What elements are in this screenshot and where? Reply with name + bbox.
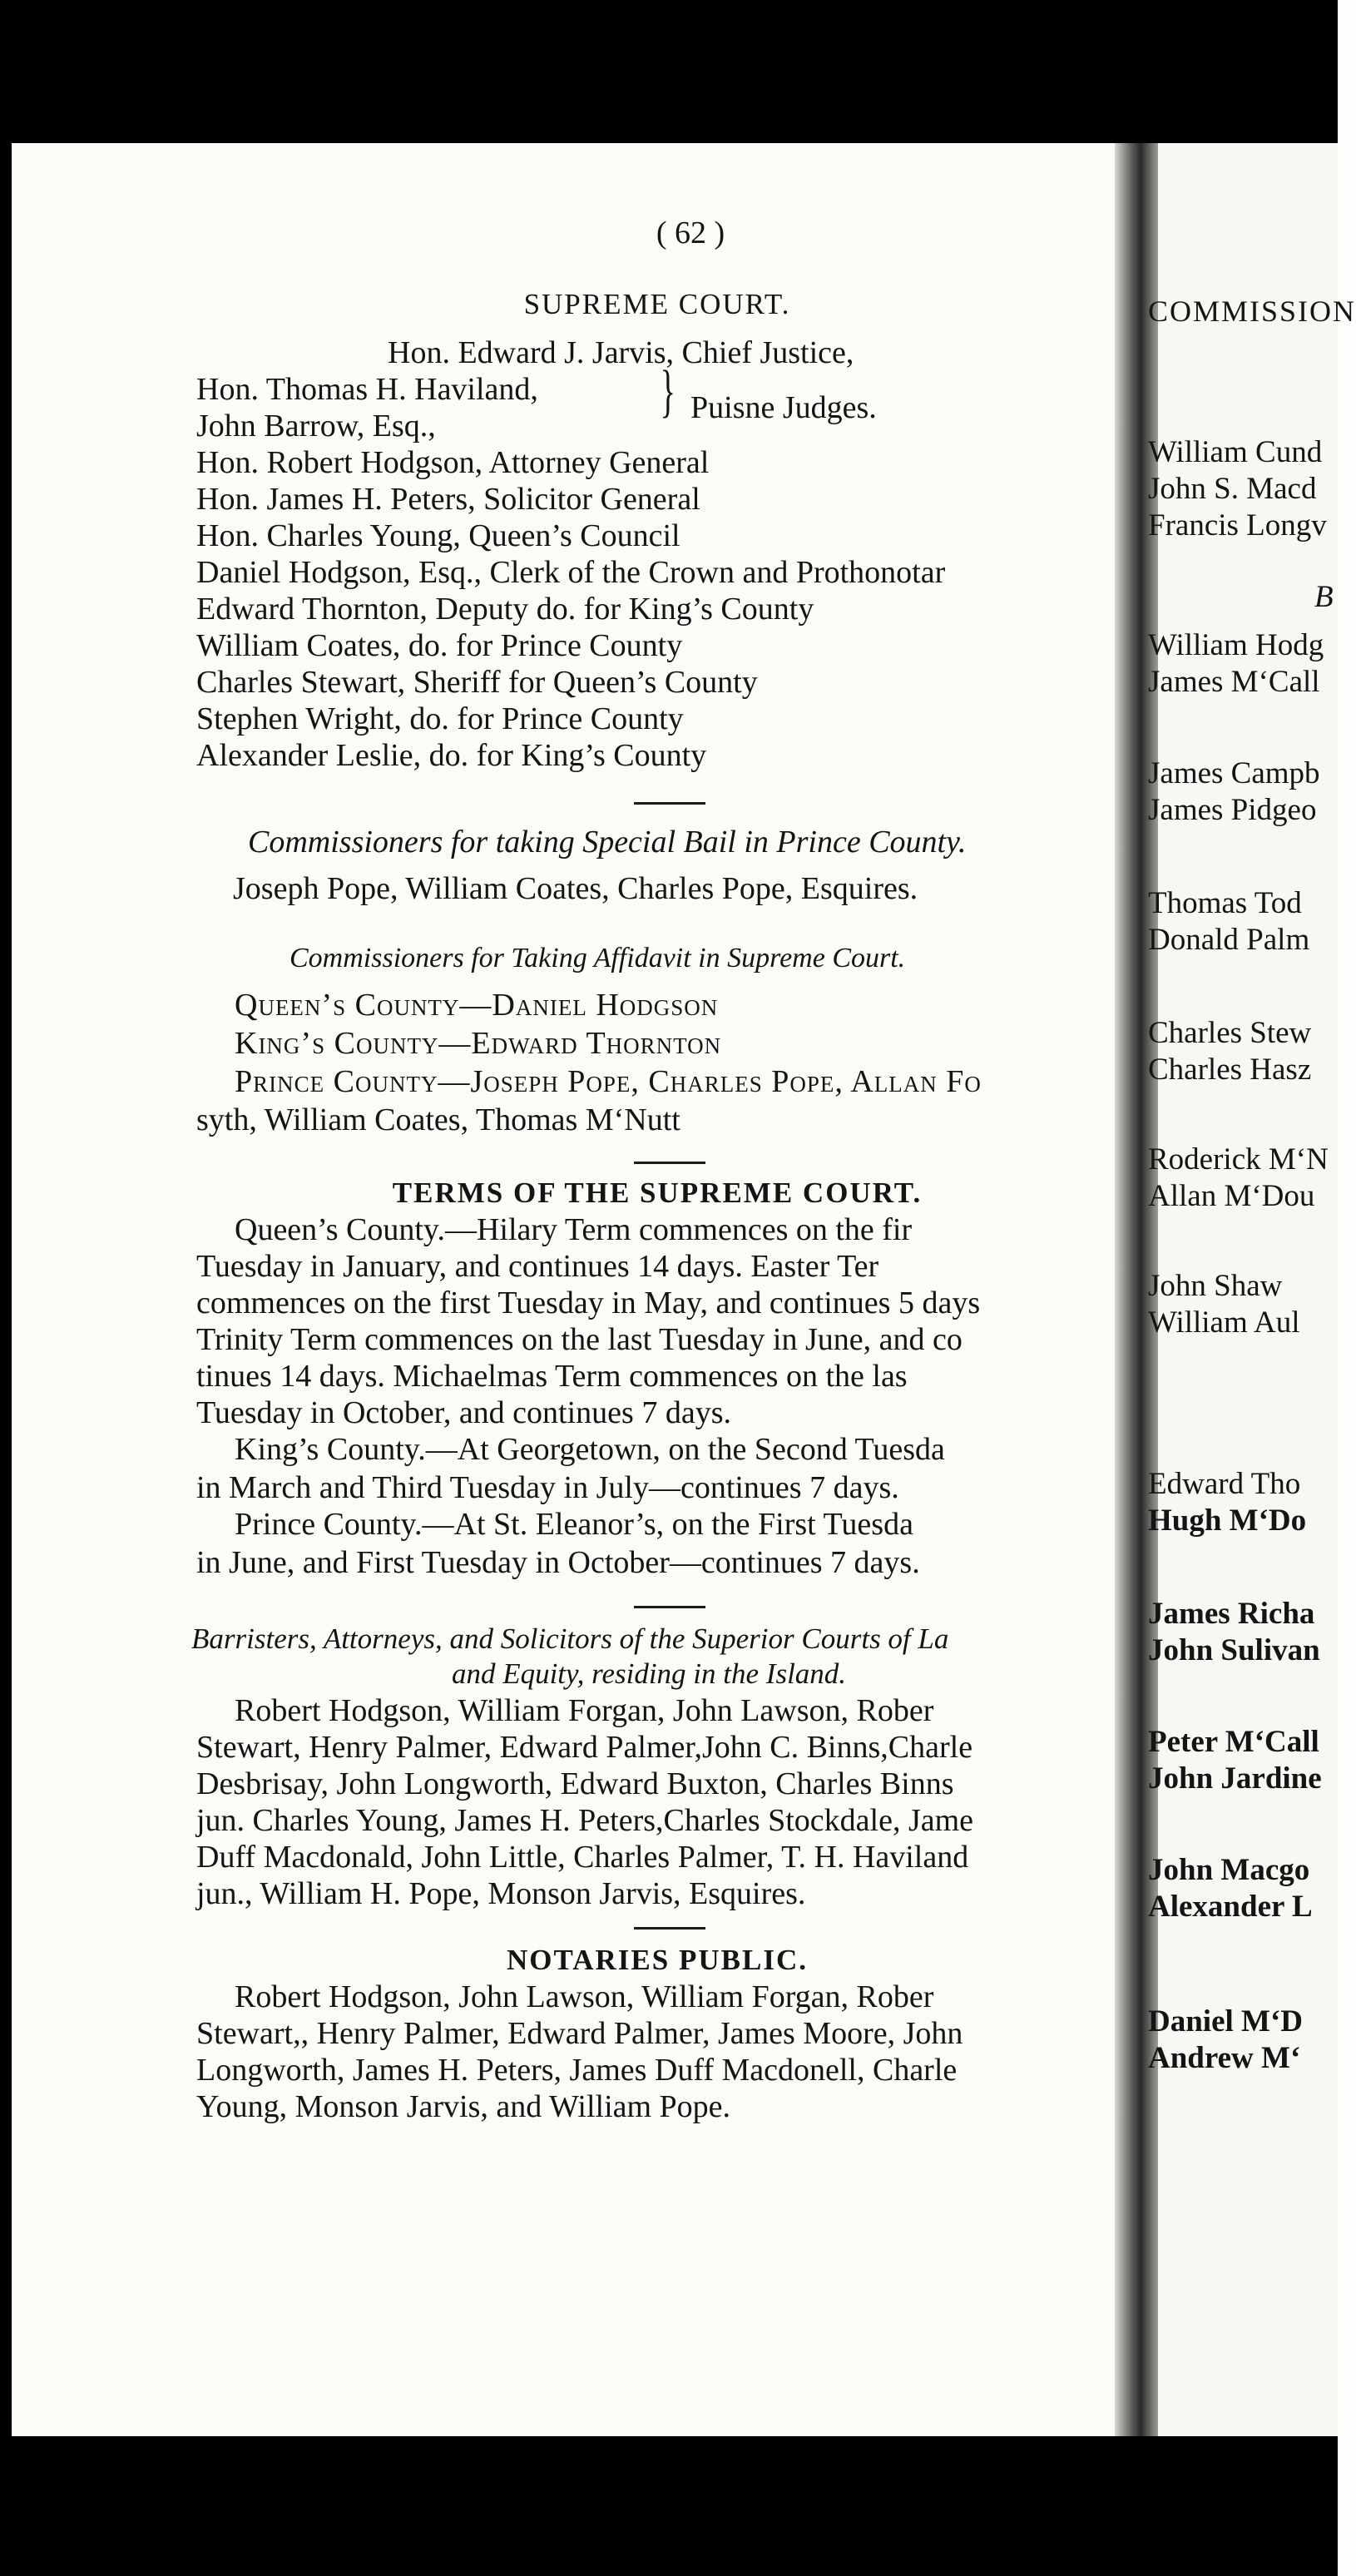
terms-line: Tuesday in October, and continues 7 days. <box>196 1395 731 1430</box>
affidavit-heading: Commissioners for Taking Affidavit in Supreme Court. <box>290 943 906 973</box>
facing-page-name: Charles Stew <box>1148 1016 1312 1050</box>
affidavit-queens: Queen’s County—Daniel Hodgson <box>235 988 719 1023</box>
barristers-line: jun., William H. Pope, Monson Jarvis, Esquires. <box>196 1876 806 1911</box>
facing-page-name: John Macgo <box>1148 1853 1310 1887</box>
puisne-judge-2: John Barrow, Esq., <box>196 409 436 443</box>
notaries-line: Longworth, James H. Peters, James Duff Macdonell, Charle <box>196 2053 958 2088</box>
barristers-heading-2: and Equity, residing in the Island. <box>451 1657 847 1690</box>
terms-line: Tuesday in January, and continues 14 days. Easter Ter <box>196 1249 879 1284</box>
facing-page-name: James M‘Call <box>1148 665 1320 699</box>
notaries-line: Stewart,, Henry Palmer, Edward Palmer, James Moore, John <box>196 2016 963 2051</box>
facing-page-name: William Hodg <box>1148 628 1324 662</box>
special-bail-heading: Commissioners for taking Special Bail in Prince County. <box>248 825 967 859</box>
barristers-line: Duff Macdonald, John Little, Charles Palmer, T. H. Haviland <box>196 1840 969 1875</box>
notaries-line: Robert Hodgson, John Lawson, William Forgan, Rober <box>235 1979 934 2014</box>
facing-page-name: John Shaw <box>1148 1269 1283 1303</box>
puisne-judge-1: Hon. Thomas H. Haviland, <box>196 372 538 407</box>
court-officer-line: Hon. James H. Peters, Solicitor General <box>196 482 700 517</box>
terms-line: tinues 14 days. Michaelmas Term commences on the las <box>196 1359 908 1394</box>
barristers-line: Robert Hodgson, William Forgan, John Lawson, Rober <box>235 1693 934 1728</box>
facing-page-name: Alexander L <box>1148 1890 1313 1924</box>
affidavit-kings: King’s County—Edward Thornton <box>235 1026 722 1061</box>
affidavit-prince-2: syth, William Coates, Thomas M‘Nutt <box>196 1102 680 1137</box>
facing-page-name: James Campb <box>1148 756 1320 790</box>
facing-page-name: William Aul <box>1148 1305 1300 1340</box>
puisne-label: Puisne Judges. <box>690 390 877 425</box>
terms-line: Prince County.—At St. Eleanor’s, on the First Tuesda <box>235 1507 913 1542</box>
facing-page-name: Edward Tho <box>1148 1467 1301 1501</box>
facing-page-name: James Richa <box>1148 1597 1315 1631</box>
facing-page-name: William Cund <box>1148 435 1323 469</box>
terms-line: in March and Third Tuesday in July—continues 7 days. <box>196 1470 899 1505</box>
barristers-line: jun. Charles Young, James H. Peters,Charles Stockdale, Jame <box>196 1803 974 1838</box>
facing-page-name: Thomas Tod <box>1148 886 1302 920</box>
brace-icon: } <box>660 359 676 424</box>
facing-page-name: Andrew M‘ <box>1148 2041 1301 2075</box>
facing-page-letter: B <box>1314 580 1334 614</box>
terms-line: King’s County.—At Georgetown, on the Second Tuesda <box>235 1432 945 1467</box>
special-bail-names: Joseph Pope, William Coates, Charles Pope, Esquires. <box>233 871 918 906</box>
section-divider <box>634 802 705 805</box>
facing-page-heading: COMMISSION <box>1148 295 1356 328</box>
section-divider <box>634 1162 705 1164</box>
facing-page-name: Roderick M‘N <box>1148 1142 1329 1177</box>
chief-justice-line: Hon. Edward J. Jarvis, Chief Justice, <box>388 335 854 370</box>
affidavit-prince-1: Prince County—Joseph Pope, Charles Pope, Allan Fo <box>235 1064 982 1099</box>
facing-page-name: Donald Palm <box>1148 923 1310 957</box>
court-officer-line: Hon. Robert Hodgson, Attorney General <box>196 445 710 480</box>
terms-line: Trinity Term commences on the last Tuesday in June, and co <box>196 1322 963 1357</box>
terms-line: commences on the first Tuesday in May, and continues 5 days <box>196 1286 981 1320</box>
barristers-line: Desbrisay, John Longworth, Edward Buxton, Charles Binns <box>196 1766 954 1801</box>
facing-page-name: James Pidgeo <box>1148 793 1317 827</box>
facing-page-name: John Sulivan <box>1148 1633 1320 1667</box>
facing-page-name: Charles Hasz <box>1148 1053 1312 1087</box>
court-officer-line: Daniel Hodgson, Esq., Clerk of the Crown and Prothonotar <box>196 555 946 590</box>
supreme-court-heading: SUPREME COURT. <box>523 288 791 320</box>
court-officer-line: Hon. Charles Young, Queen’s Council <box>196 518 680 553</box>
terms-line: in June, and First Tuesday in October—continues 7 days. <box>196 1545 920 1580</box>
court-officer-line: Charles Stewart, Sheriff for Queen’s County <box>196 665 758 700</box>
notaries-line: Young, Monson Jarvis, and William Pope. <box>196 2089 731 2124</box>
terms-heading: TERMS OF THE SUPREME COURT. <box>392 1177 923 1209</box>
barristers-heading-1: Barristers, Attorneys, and Solicitors of the Superior Courts of La <box>191 1622 949 1655</box>
section-divider <box>634 1606 705 1608</box>
facing-page-name: Peter M‘Call <box>1148 1725 1319 1759</box>
section-divider <box>634 1927 705 1930</box>
facing-page-name: Hugh M‘Do <box>1148 1503 1307 1538</box>
facing-page-name: John Jardine <box>1148 1761 1322 1796</box>
terms-line: Queen’s County.—Hilary Term commences on the fir <box>235 1212 913 1247</box>
court-officer-line: Alexander Leslie, do. for King’s County <box>196 738 707 773</box>
facing-page-name: Allan M‘Dou <box>1148 1179 1315 1213</box>
court-officer-line: Stephen Wright, do. for Prince County <box>196 701 684 736</box>
page-number: ( 62 ) <box>656 215 725 250</box>
court-officer-line: Edward Thornton, Deputy do. for King’s County <box>196 592 814 627</box>
facing-page-name: Daniel M‘D <box>1148 2004 1303 2039</box>
barristers-line: Stewart, Henry Palmer, Edward Palmer,John C. Binns,Charle <box>196 1730 973 1765</box>
facing-page-name: Francis Longv <box>1148 508 1327 542</box>
notaries-heading: NOTARIES PUBLIC. <box>507 1944 808 1976</box>
facing-page-name: John S. Macd <box>1148 472 1317 506</box>
court-officer-line: William Coates, do. for Prince County <box>196 628 683 663</box>
